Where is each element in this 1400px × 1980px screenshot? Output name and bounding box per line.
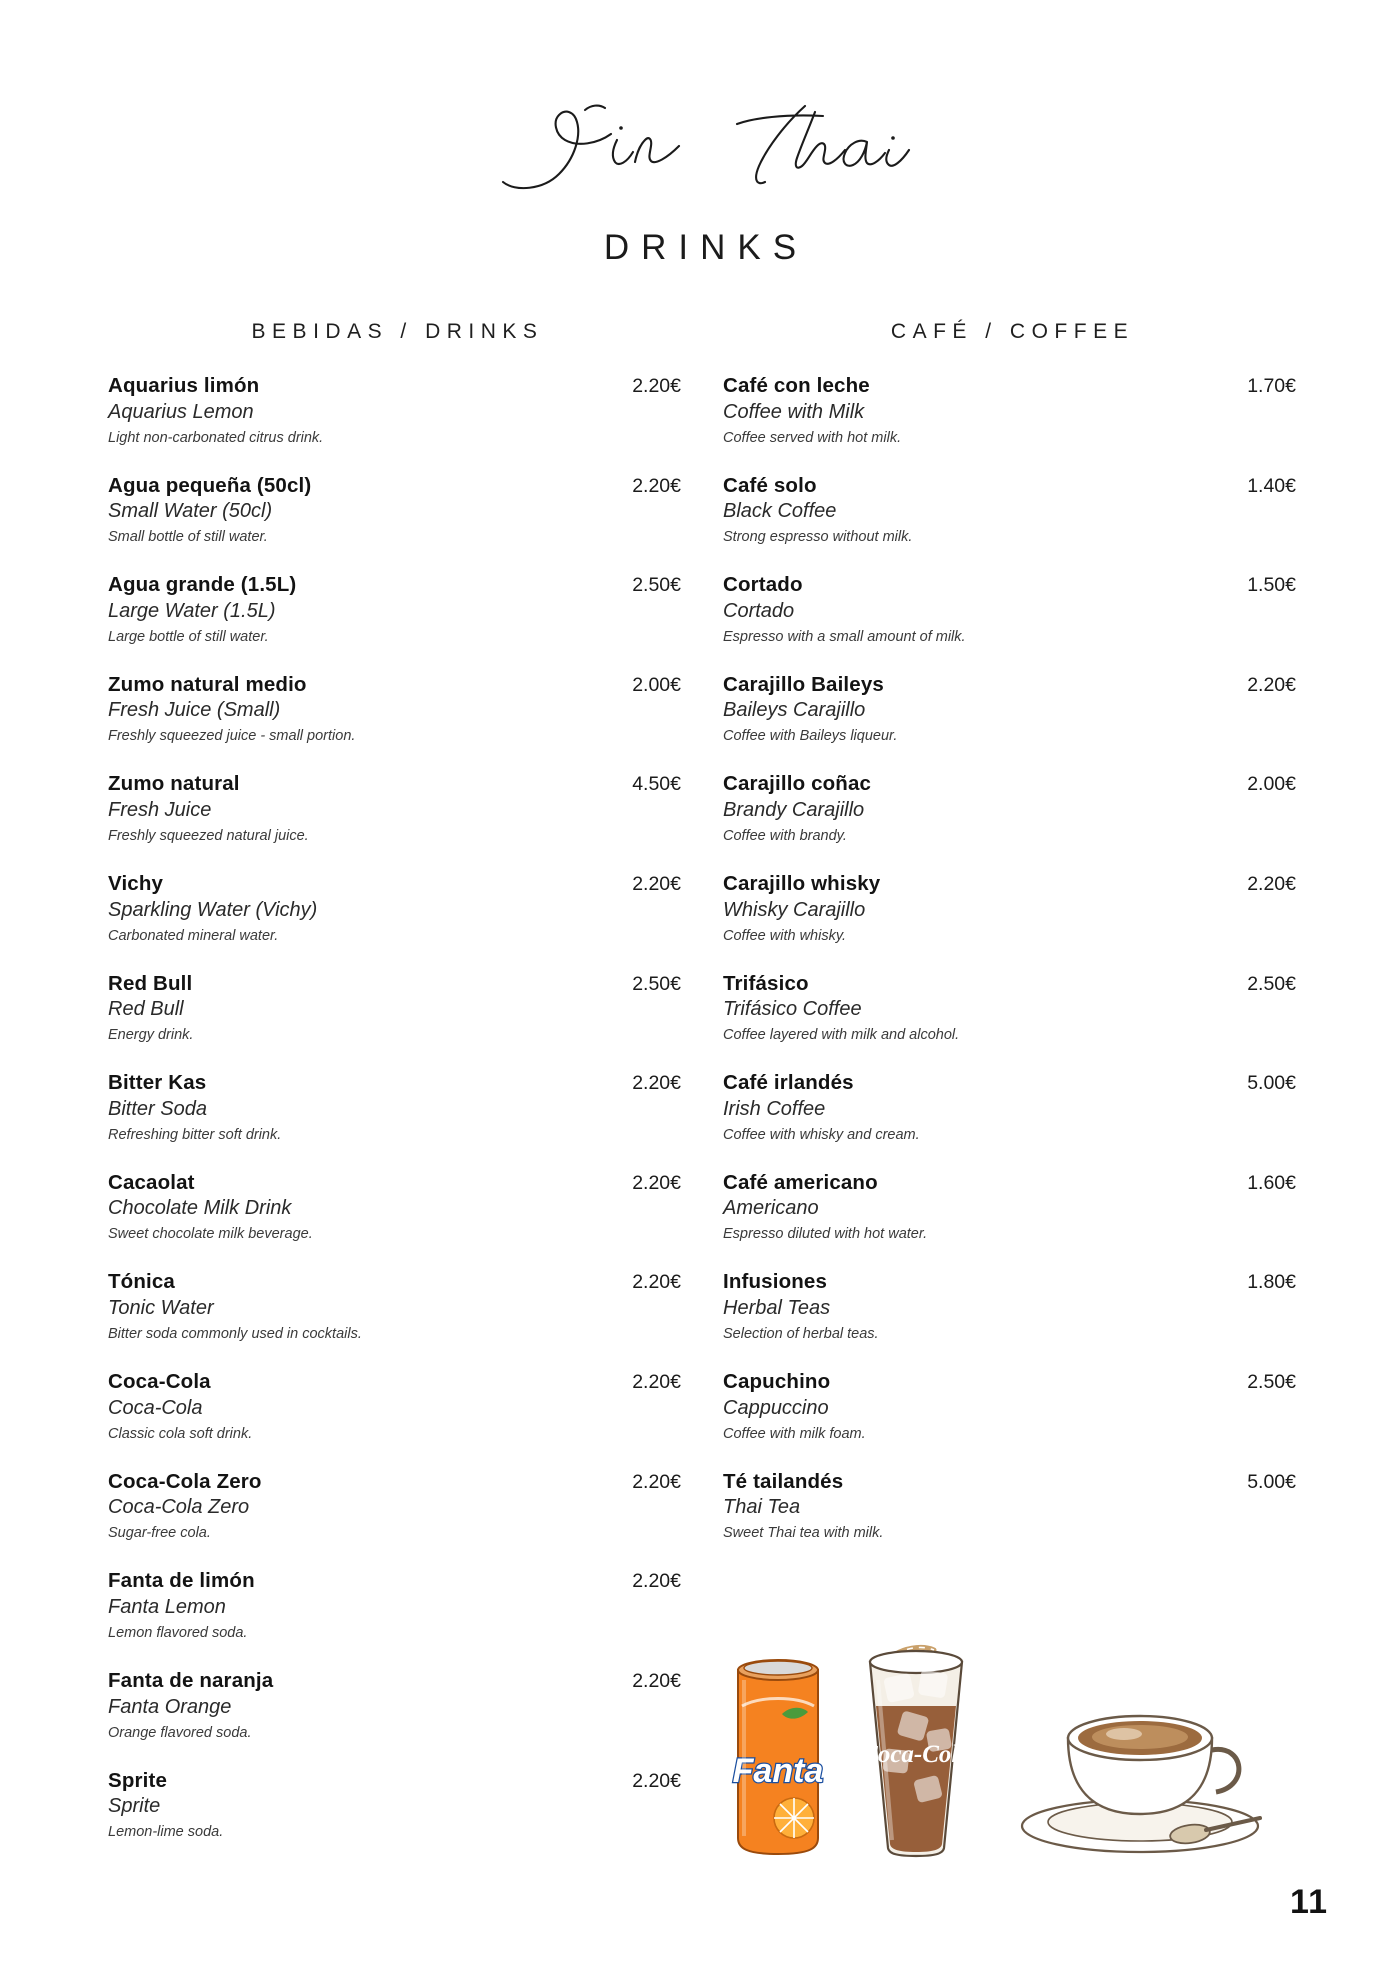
menu-item-text xyxy=(108,1470,595,1545)
coffee-item-list xyxy=(723,374,1296,1544)
menu-item-translation: Brandy Carajillo xyxy=(723,799,865,822)
menu-item-price: 2.20€ xyxy=(632,1072,681,1095)
menu-item xyxy=(108,673,681,748)
menu-item-text xyxy=(723,972,1210,1047)
page-title: DRINKS xyxy=(603,228,809,267)
menu-item-price: 1.80€ xyxy=(1247,1271,1296,1294)
menu-item-price: 5.00€ xyxy=(1247,1470,1296,1493)
menu-item-price: 1.50€ xyxy=(1247,574,1296,597)
menu-item-text xyxy=(108,673,595,748)
menu-item-price: 2.20€ xyxy=(632,1669,681,1692)
menu-item-price: 2.50€ xyxy=(1247,972,1296,995)
menu-item-price: 2.00€ xyxy=(1247,773,1296,796)
menu-item-name: Sprite xyxy=(108,1768,167,1792)
menu-item-price: 1.60€ xyxy=(1247,1171,1296,1194)
menu-item xyxy=(108,1769,681,1844)
menu-item-text xyxy=(108,1270,595,1345)
menu-item xyxy=(108,1171,681,1246)
column-drinks xyxy=(108,320,681,1868)
menu-item-translation: Sprite xyxy=(108,1795,161,1818)
menu-item-text xyxy=(108,1669,595,1744)
menu-item-name: Té tailandés xyxy=(723,1469,844,1493)
menu-item-translation: Tonic Water xyxy=(108,1297,214,1320)
menu-item-text xyxy=(723,1270,1210,1345)
menu-item-text xyxy=(723,474,1210,549)
menu-item-text xyxy=(108,872,595,947)
menu-item-name: Cacaolat xyxy=(108,1170,195,1194)
menu-item xyxy=(723,772,1296,847)
menu-item xyxy=(723,573,1296,648)
menu-item-price: 1.40€ xyxy=(1247,474,1296,497)
menu-item-description: Bitter soda commonly used in cocktails. xyxy=(108,1326,362,1343)
menu-item-description: Light non-carbonated citrus drink. xyxy=(108,429,324,446)
menu-item-text xyxy=(723,772,1210,847)
menu-item xyxy=(108,772,681,847)
menu-item-text xyxy=(108,573,595,648)
menu-item-description: Coffee layered with milk and alcohol. xyxy=(723,1027,960,1044)
menu-item-name: Aquarius limón xyxy=(108,374,260,397)
menu-item-translation: Whisky Carajillo xyxy=(723,898,866,921)
menu-item-translation: Fresh Juice (Small) xyxy=(108,699,281,722)
menu-item xyxy=(108,1270,681,1345)
menu-item-name: Carajillo Baileys xyxy=(723,672,884,696)
page-header xyxy=(0,0,1400,268)
menu-item-name: Capuchino xyxy=(723,1370,831,1394)
menu-item xyxy=(723,1171,1296,1246)
menu-item xyxy=(108,1470,681,1545)
menu-item-text xyxy=(723,1071,1210,1146)
menu-item-text xyxy=(723,1171,1210,1246)
menu-item-text xyxy=(723,1470,1210,1545)
menu-item-name: Trifásico xyxy=(723,971,809,995)
page-number: 11 xyxy=(1290,1883,1328,1921)
menu-item-description: Sweet Thai tea with milk. xyxy=(723,1525,884,1542)
menu-item-text xyxy=(108,474,595,549)
menu-item-translation: Aquarius Lemon xyxy=(108,400,254,423)
menu-item-translation: Fanta Orange xyxy=(108,1695,232,1718)
menu-item-name: Carajillo coñac xyxy=(723,772,872,796)
menu-item-price: 2.20€ xyxy=(1247,873,1296,896)
menu-item-translation: Thai Tea xyxy=(723,1496,801,1519)
menu-item-text xyxy=(108,1569,595,1644)
menu-item-price: 2.20€ xyxy=(1247,673,1296,696)
menu-item-price: 2.50€ xyxy=(632,972,681,995)
menu-item-description: Orange flavored soda. xyxy=(108,1724,252,1741)
menu-item-text xyxy=(108,1370,595,1445)
menu-item xyxy=(108,1370,681,1445)
menu-item-price: 1.70€ xyxy=(1247,375,1296,397)
menu-item-description: Strong espresso without milk. xyxy=(723,529,913,546)
menu-item-description: Coffee served with hot milk. xyxy=(723,429,902,446)
menu-item-text xyxy=(108,1769,595,1844)
menu-item-name: Zumo natural xyxy=(108,772,240,796)
menu-item-description: Freshly squeezed natural juice. xyxy=(108,828,309,845)
menu-item-description: Selection of herbal teas. xyxy=(723,1326,879,1343)
menu-item-price: 2.20€ xyxy=(632,1271,681,1294)
menu-item-name: Zumo natural medio xyxy=(108,672,307,696)
menu-item-description: Small bottle of still water. xyxy=(108,529,268,546)
drinks-illustration xyxy=(720,1610,1330,1860)
menu-item-text xyxy=(108,1071,595,1146)
menu-item-price: 2.50€ xyxy=(632,574,681,597)
menu-item-name: Fanta de naranja xyxy=(108,1668,274,1692)
menu-item-description: Coffee with brandy. xyxy=(723,828,847,845)
menu-item-translation: Coca-Cola xyxy=(108,1396,203,1419)
menu-item-translation: Bitter Soda xyxy=(108,1097,207,1120)
menu-item-name: Café irlandés xyxy=(723,1071,854,1095)
menu-item-description: Carbonated mineral water. xyxy=(108,927,279,944)
menu-item-name: Agua grande (1.5L) xyxy=(108,573,297,597)
menu-item-name: Café solo xyxy=(723,473,817,497)
menu-item-description: Sweet chocolate milk beverage. xyxy=(108,1226,313,1243)
menu-item xyxy=(723,1270,1296,1345)
menu-item xyxy=(108,573,681,648)
menu-item-price: 2.20€ xyxy=(632,873,681,896)
menu-item-name: Café americano xyxy=(723,1170,878,1194)
menu-item-translation: Fanta Lemon xyxy=(108,1595,226,1618)
menu-item-name: Coca-Cola xyxy=(108,1370,211,1394)
menu-item-price: 2.20€ xyxy=(632,375,681,397)
menu-item-description: Classic cola soft drink. xyxy=(108,1425,253,1442)
menu-item-price: 2.00€ xyxy=(632,673,681,696)
menu-item-description: Refreshing bitter soft drink. xyxy=(108,1126,282,1143)
menu-item-translation: Irish Coffee xyxy=(723,1097,826,1120)
menu-item-translation: Red Bull xyxy=(108,998,184,1021)
menu-item-translation: Baileys Carajillo xyxy=(723,699,866,722)
menu-item-description: Espresso diluted with hot water. xyxy=(723,1226,928,1243)
menu-item-price: 4.50€ xyxy=(632,773,681,796)
menu-item xyxy=(723,1470,1296,1545)
menu-item-text xyxy=(723,673,1210,748)
menu-item-text xyxy=(723,374,1210,449)
menu-item-text xyxy=(108,972,595,1047)
menu-item-text xyxy=(108,374,595,449)
menu-item-translation: Black Coffee xyxy=(723,500,837,523)
menu-item xyxy=(108,1569,681,1644)
menu-item-translation: Americano xyxy=(723,1197,819,1220)
menu-item-price: 2.20€ xyxy=(632,1570,681,1593)
menu-item xyxy=(108,872,681,947)
menu-item-name: Vichy xyxy=(108,872,164,896)
menu-item xyxy=(108,1071,681,1146)
menu-item xyxy=(723,972,1296,1047)
menu-item-price: 2.20€ xyxy=(632,1769,681,1792)
menu-item-name: Cortado xyxy=(723,573,803,597)
menu-item-price: 2.20€ xyxy=(632,1171,681,1194)
menu-item-name: Tónica xyxy=(108,1270,175,1294)
menu-item-name: Café con leche xyxy=(723,374,870,397)
jin-thai-logo xyxy=(485,96,915,206)
menu-item-translation: Sparkling Water (Vichy) xyxy=(108,898,318,921)
menu-item-price: 2.20€ xyxy=(632,1470,681,1493)
menu-item-text xyxy=(723,872,1210,947)
menu-item xyxy=(723,872,1296,947)
menu-item-price: 5.00€ xyxy=(1247,1072,1296,1095)
menu-item-text xyxy=(723,573,1210,648)
menu-item-translation: Cortado xyxy=(723,599,795,622)
menu-item-translation: Coffee with Milk xyxy=(723,400,865,423)
coca-cola-glass-icon xyxy=(861,1647,971,1856)
menu-item-translation: Fresh Juice xyxy=(108,799,212,822)
menu-item-description: Freshly squeezed juice - small portion. xyxy=(108,728,356,745)
fanta-can-icon xyxy=(733,1660,824,1854)
menu-item-description: Lemon-lime soda. xyxy=(108,1824,224,1841)
menu-item-translation: Cappuccino xyxy=(723,1396,829,1419)
menu-item-name: Agua pequeña (50cl) xyxy=(108,473,312,497)
menu-item-text xyxy=(723,1370,1210,1445)
menu-item-description: Lemon flavored soda. xyxy=(108,1624,248,1641)
column-heading-coffee: CAFÉ / COFFEE xyxy=(890,320,1135,343)
coffee-cup-icon xyxy=(1022,1716,1260,1852)
column-heading-drinks: BEBIDAS / DRINKS xyxy=(251,320,544,343)
menu-item-text xyxy=(108,772,595,847)
menu-item-text xyxy=(108,1171,595,1246)
menu-item xyxy=(723,1071,1296,1146)
menu-item xyxy=(108,374,681,449)
menu-item xyxy=(723,1370,1296,1445)
menu-item-price: 2.20€ xyxy=(632,1371,681,1394)
menu-item-price: 2.50€ xyxy=(1247,1371,1296,1394)
menu-item-translation: Coca-Cola Zero xyxy=(108,1496,250,1519)
menu-item xyxy=(723,374,1296,449)
menu-item-description: Sugar-free cola. xyxy=(108,1525,211,1542)
menu-item-translation: Trifásico Coffee xyxy=(723,998,862,1021)
fanta-wordmark: Fanta xyxy=(732,1752,824,1790)
menu-item-name: Red Bull xyxy=(108,971,193,995)
menu-item-description: Coffee with milk foam. xyxy=(723,1425,866,1442)
menu-item-description: Energy drink. xyxy=(108,1027,194,1044)
menu-item-translation: Chocolate Milk Drink xyxy=(108,1197,292,1220)
menu-item-description: Coffee with Baileys liqueur. xyxy=(723,728,898,745)
menu-item-name: Bitter Kas xyxy=(108,1071,207,1095)
drinks-item-list xyxy=(108,374,681,1843)
menu-item-translation: Herbal Teas xyxy=(723,1297,831,1320)
menu-item xyxy=(723,673,1296,748)
menu-item xyxy=(108,972,681,1047)
menu-item-name: Infusiones xyxy=(723,1270,828,1294)
menu-item-name: Coca-Cola Zero xyxy=(108,1469,262,1493)
coca-cola-wordmark: Coca-Cola xyxy=(861,1741,971,1768)
menu-item xyxy=(108,474,681,549)
menu-item xyxy=(108,1669,681,1744)
menu-item-description: Coffee with whisky and cream. xyxy=(723,1126,920,1143)
menu-item-translation: Small Water (50cl) xyxy=(108,500,273,523)
menu-item-name: Fanta de limón xyxy=(108,1569,255,1593)
menu-item-price: 2.20€ xyxy=(632,474,681,497)
menu-item-description: Espresso with a small amount of milk. xyxy=(723,628,966,645)
menu-item xyxy=(723,474,1296,549)
menu-item-description: Coffee with whisky. xyxy=(723,927,847,944)
menu-item-name: Carajillo whisky xyxy=(723,872,881,896)
menu-item-description: Large bottle of still water. xyxy=(108,628,269,645)
menu-item-translation: Large Water (1.5L) xyxy=(108,599,276,622)
